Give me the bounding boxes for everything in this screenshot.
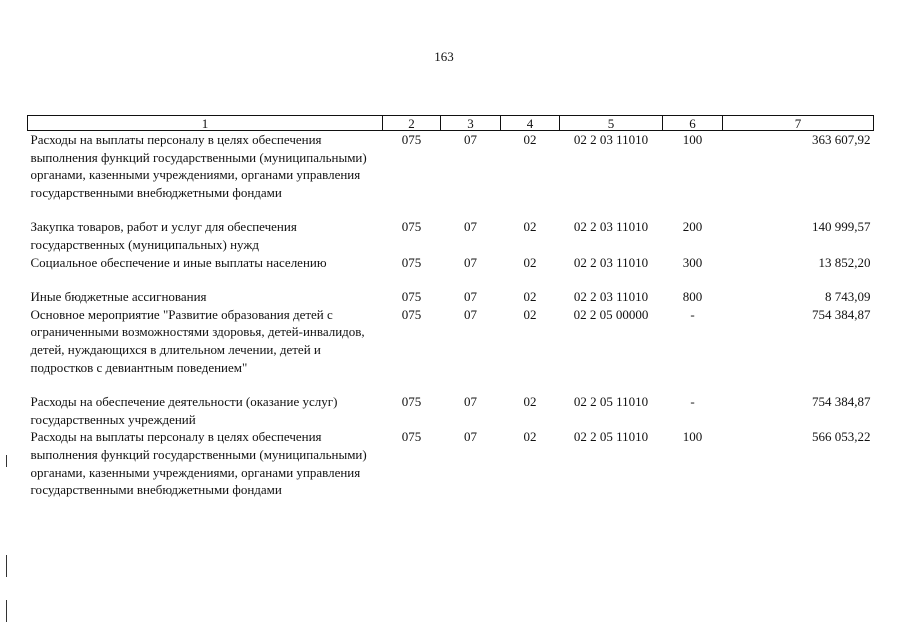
row-amount: 754 384,87: [812, 306, 871, 322]
row-name: Расходы на обеспечение деятельности (оказание услуг) государственных учреждений: [30, 394, 338, 427]
column-header: 1: [28, 116, 383, 131]
row-cell: 075: [401, 132, 422, 147]
row-amount: 140 999,57: [812, 219, 871, 235]
row-cell: 02 2 03 11010: [573, 132, 649, 147]
column-header: 2: [383, 116, 441, 131]
row-cell: 07: [464, 429, 477, 445]
row-cell: 07: [464, 394, 477, 410]
row-cell: 07: [464, 219, 477, 235]
row-cell: 02: [523, 219, 537, 235]
row-name: Закупка товаров, работ и услуг для обеспечения государственных (муниципальных) нужд: [30, 219, 297, 252]
row-cell: 100: [682, 132, 703, 147]
row-cell: 07: [464, 132, 477, 147]
row-cell: 02: [523, 254, 537, 270]
row-cell: 02 2 05 11010: [573, 429, 649, 445]
column-header: 3: [441, 116, 501, 131]
table-header-row: [28, 116, 874, 131]
row-amount: 8 743,09: [825, 289, 871, 305]
column-header: 6: [663, 116, 723, 131]
row-amount: 13 852,20: [818, 254, 871, 270]
row-name: Основное мероприятие "Развитие образования детей с ограниченными возможностями здоровья, детей-инвалидов, детей, нуждающихся в длительном лечении, детей и подростков с девиантным поведением": [30, 306, 365, 375]
row-name: Расходы на выплаты персоналу в целях обеспечения выполнения функций государственными (муниципальными) органами, казенными учреждениями, органами управления государственными внебюджетными фондами: [30, 429, 367, 498]
scan-artifact: [6, 600, 7, 622]
row-cell: 07: [464, 254, 477, 270]
row-cell: 02 2 03 11010: [573, 289, 649, 305]
row-cell: 300: [682, 254, 703, 270]
row-amount: 566 053,22: [812, 429, 871, 445]
table-row: [28, 428, 874, 498]
row-cell: 02: [523, 132, 537, 147]
row-cell: 075: [401, 254, 422, 270]
column-header: 4: [501, 116, 560, 131]
row-cell: 075: [401, 394, 422, 410]
row-cell: 02 2 03 11010: [573, 254, 649, 270]
row-cell: 02: [523, 306, 537, 322]
column-header: 7: [723, 116, 874, 131]
column-header: 5: [560, 116, 663, 131]
row-name: Расходы на выплаты персоналу в целях обеспечения выполнения функций государственными (муниципальными) органами, казенными учреждениями, органами управления государственными внебюджетными фондами: [30, 132, 367, 200]
row-cell: 075: [401, 429, 422, 445]
page-number: 163: [434, 49, 454, 64]
row-cell: -: [690, 394, 695, 410]
table-row: [28, 306, 874, 393]
row-cell: 07: [464, 306, 477, 322]
table-row: [28, 131, 874, 219]
row-cell: 07: [464, 289, 477, 305]
table-row: [28, 393, 874, 428]
row-cell: 02 2 05 11010: [573, 394, 649, 410]
row-cell: 075: [401, 306, 422, 322]
row-amount: 754 384,87: [812, 394, 871, 410]
table-row: [28, 288, 874, 306]
row-cell: 075: [401, 219, 422, 235]
scan-artifact: [6, 455, 7, 467]
row-cell: 075: [401, 289, 422, 305]
table-row: [28, 218, 874, 253]
table-row: [28, 254, 874, 289]
row-cell: 02: [523, 289, 537, 305]
scan-artifact: [6, 555, 7, 577]
row-name: Иные бюджетные ассигнования: [30, 289, 207, 305]
row-amount: 363 607,92: [812, 132, 871, 147]
budget-table: [27, 115, 874, 499]
row-cell: 800: [682, 289, 703, 305]
row-name: Социальное обеспечение и иные выплаты населению: [30, 254, 327, 270]
row-cell: -: [690, 306, 695, 322]
row-cell: 100: [682, 429, 703, 445]
row-cell: 02: [523, 429, 537, 445]
row-cell: 200: [682, 219, 703, 235]
row-cell: 02: [523, 394, 537, 410]
row-cell: 02 2 03 11010: [573, 219, 649, 235]
row-cell: 02 2 05 00000: [573, 306, 649, 322]
